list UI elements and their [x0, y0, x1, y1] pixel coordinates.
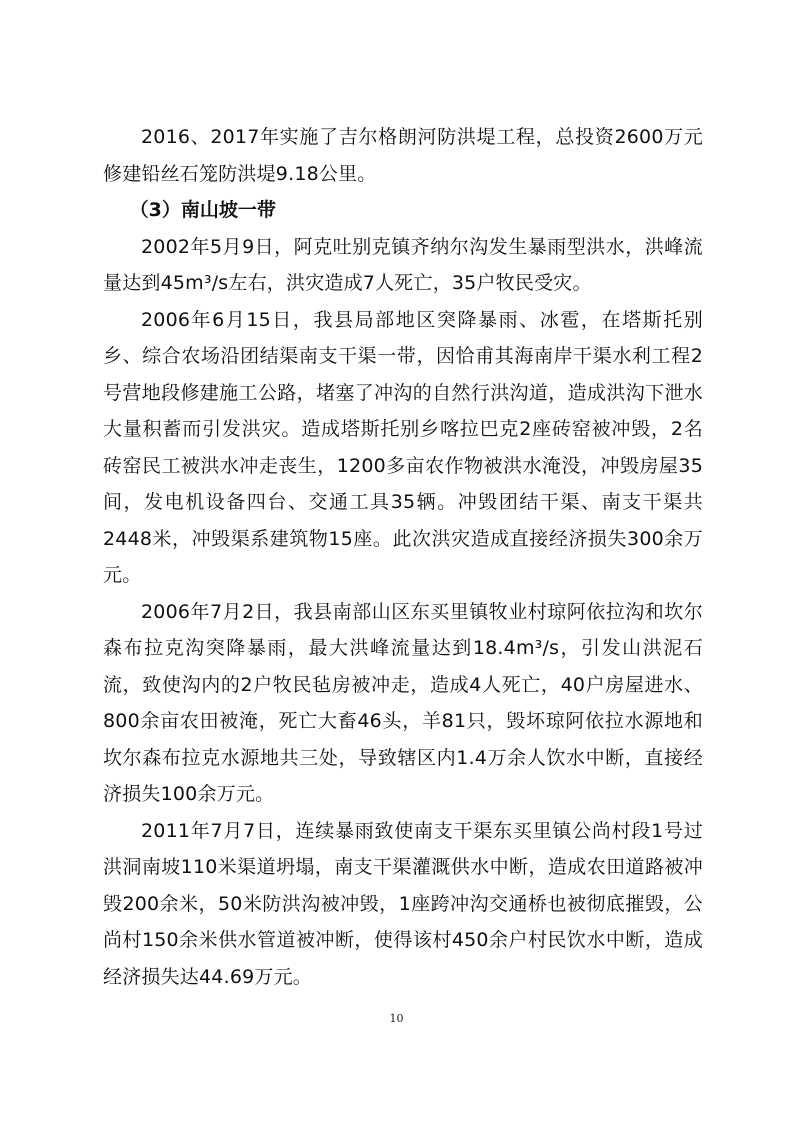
paragraph-jierge-levee: 2016、2017年实施了吉尔格朗河防洪堤工程，总投资2600万元修建铅丝石笼防洪堤9.18公里。	[103, 126, 703, 185]
section-heading: （3）南山坡一带	[129, 199, 276, 221]
paragraph-2002-flood: 2002年5月9日，阿克吐别克镇齐纳尔沟发生暴雨型洪水，洪峰流量达到45m³/s左右，洪灾造成7人死亡，35户牧民受灾。	[103, 235, 703, 294]
page-number: 10	[389, 1012, 404, 1025]
paragraph-2006-july-flood: 2006年7月2日，我县南部山区东买里镇牧业村琼阿依拉沟和坎尔森布拉克沟突降暴雨，最大洪峰流量达到18.4m³/s，引发山洪泥石流，致使沟内的2户牧民毡房被冲走，造成4人死亡，40户房屋进水、800余亩农田被淹，死亡大畜46头，羊81只，毁坏琼阿依拉水源地和坎尔森布拉克水源地共三处，导致辖区内1.4万余人饮水中断，直接经济损失100余万元。	[103, 600, 703, 805]
document-body	[103, 119, 703, 995]
paragraph-2011-flood: 2011年7月7日，连续暴雨致使南支干渠东买里镇公尚村段1号过洪洞南坡110米渠道坍塌，南支干渠灌溉供水中断，造成农田道路被冲毁200余米，50米防洪沟被冲毁，1座跨冲沟交通桥也被彻底摧毁，公尚村150余米供水管道被冲断，使得该村450余户村民饮水中断，造成经济损失达44.69万元。	[103, 819, 703, 988]
paragraph-2006-june-flood: 2006年6月15日，我县局部地区突降暴雨、冰雹，在塔斯托别乡、综合农场沿团结渠南支干渠一带，因恰甫其海南岸干渠水利工程2号营地段修建施工公路，堵塞了冲沟的自然行洪沟道，造成洪沟下泄水大量积蓄而引发洪灾。造成塔斯托别乡喀拉巴克2座砖窑被冲毁，2名砖窑民工被洪水冲走丧生，1200多亩农作物被洪水淹没，冲毁房屋35间，发电机设备四台、交通工具35辆。冲毁团结干渠、南支干渠共2448米，冲毁渠系建筑物15座。此次洪灾造成直接经济损失300余万元。	[103, 308, 703, 586]
